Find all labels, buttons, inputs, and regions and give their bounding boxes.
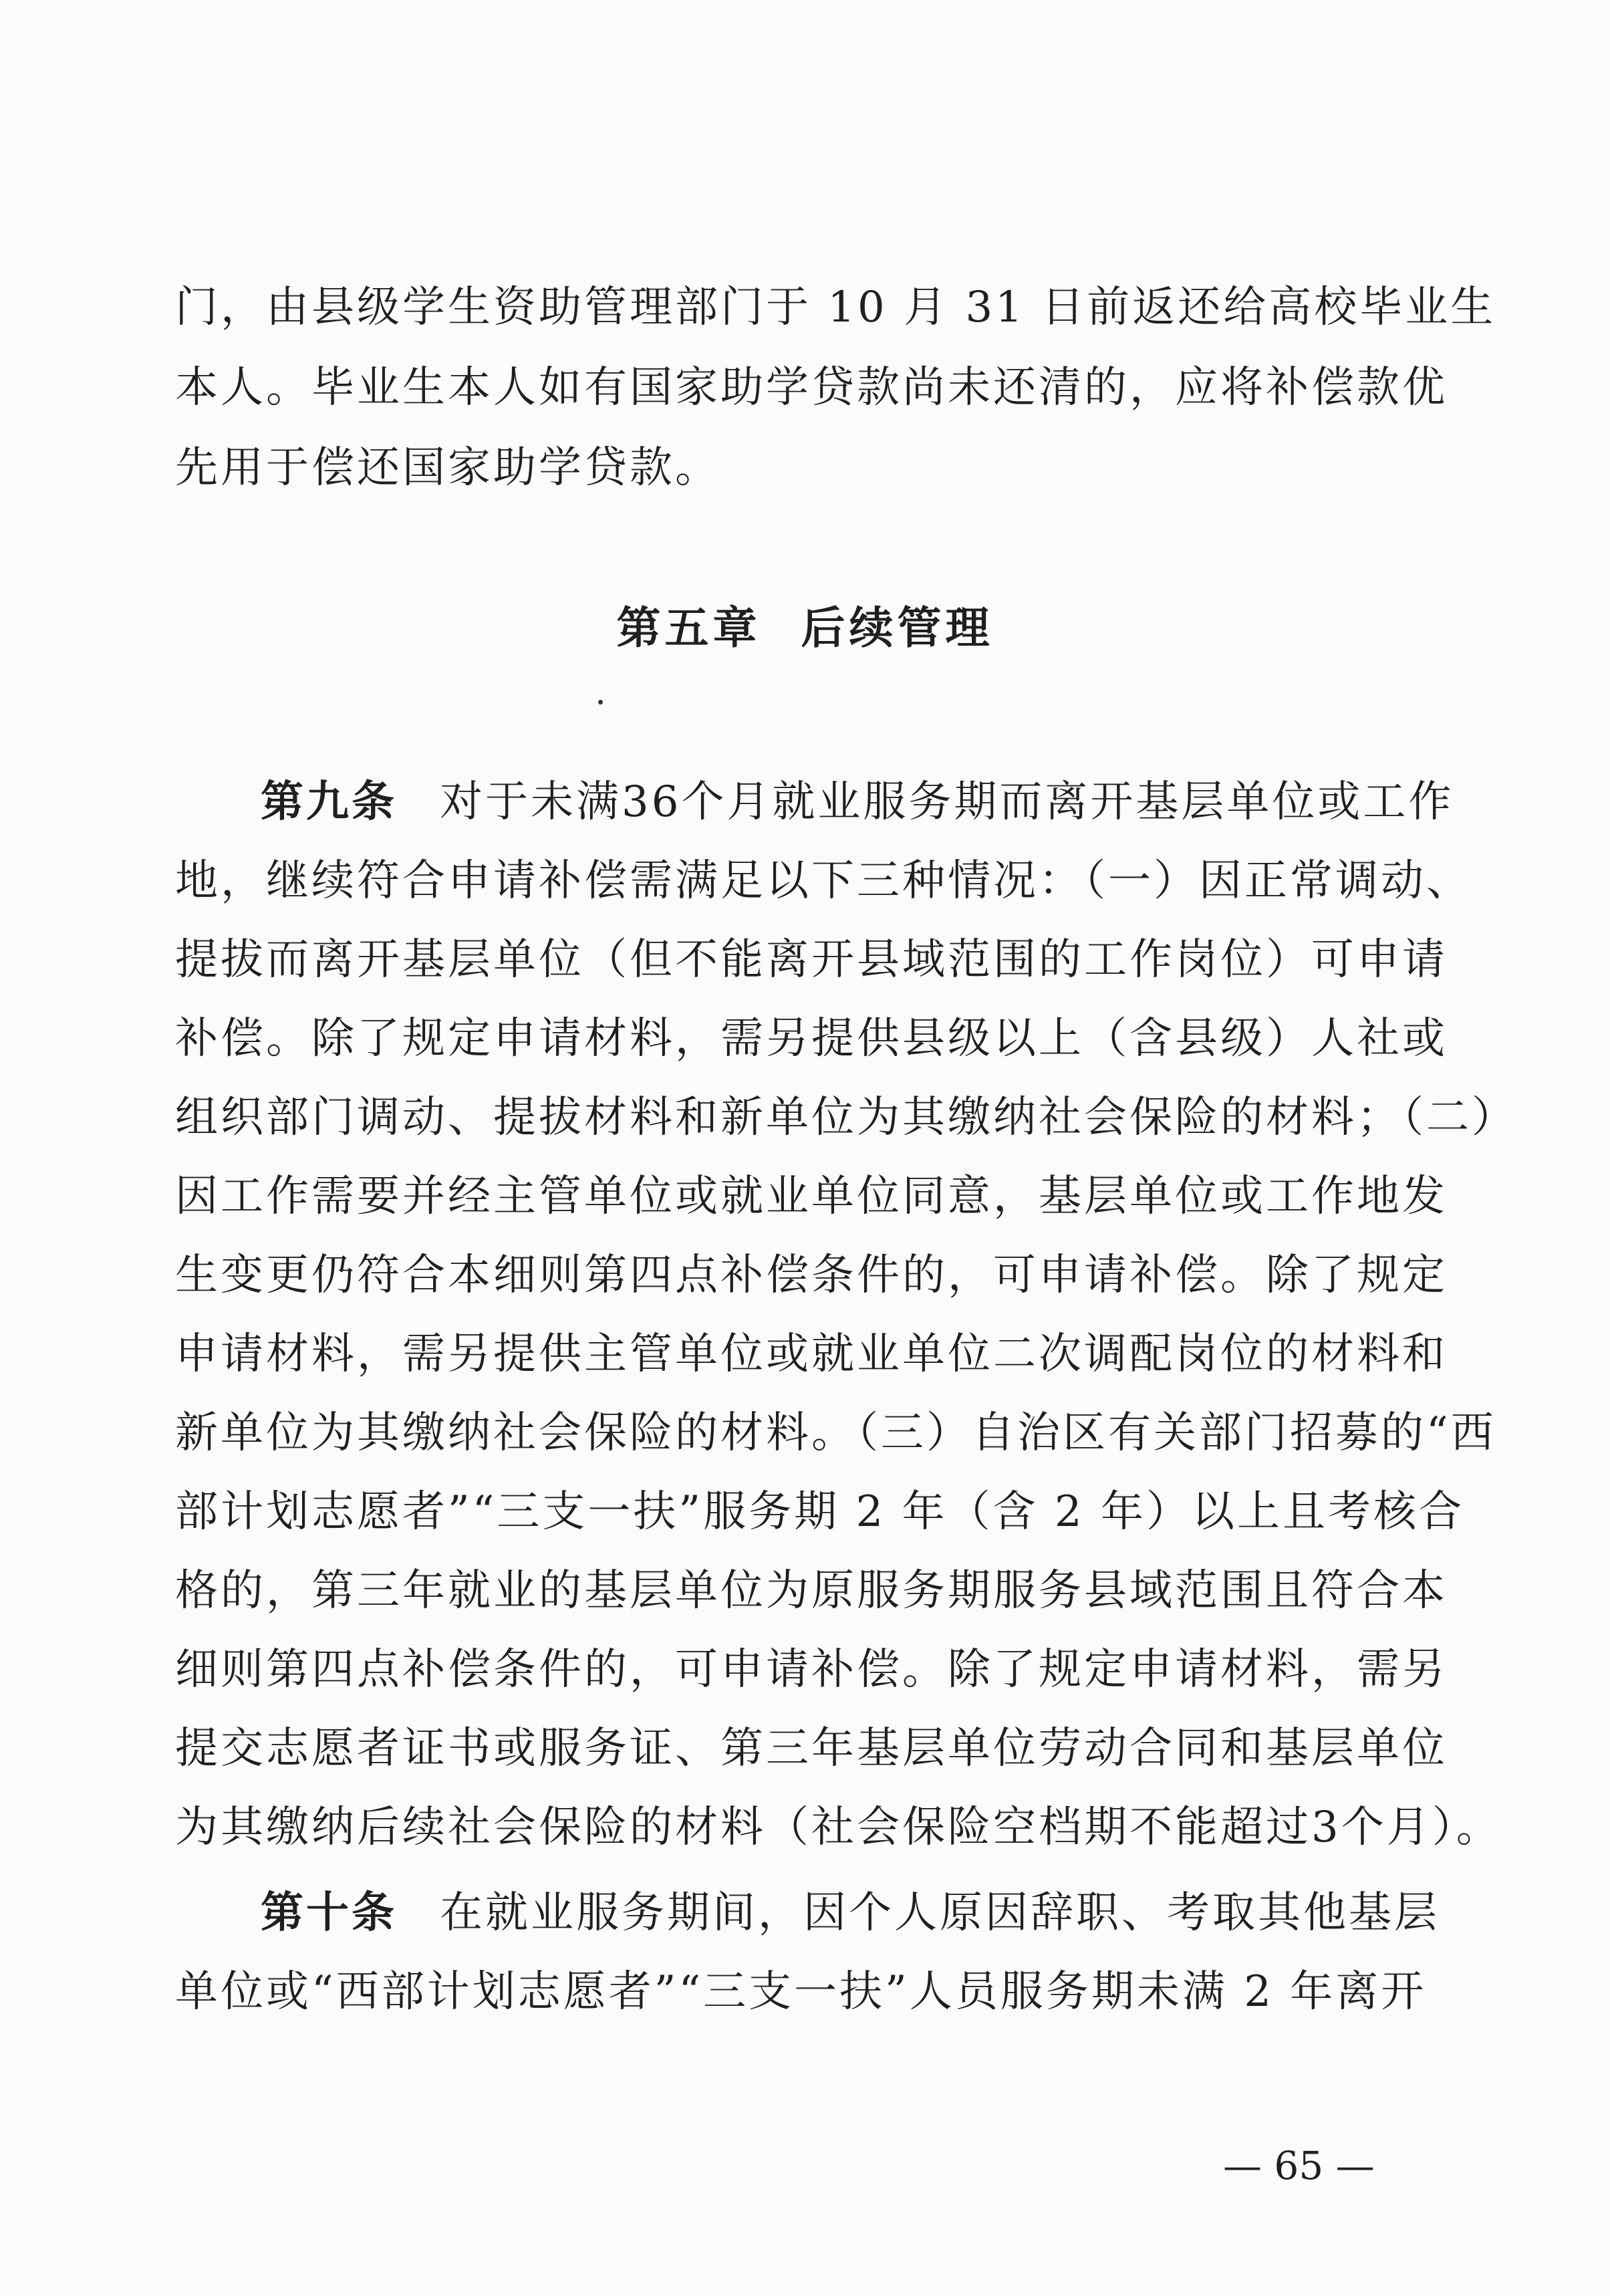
intro-line-1: 门，由县级学生资助管理部门于 10 月 31 日前返还给高校毕业生 [175, 283, 1496, 332]
article-9-line-1: 对于未满36个月就业服务期而离开基层单位或工作 [440, 777, 1454, 827]
article-9-line-6: 因工作需要并经主管单位或就业单位同意，基层单位或工作地发 [175, 1172, 1448, 1221]
article-9-line-2: 地，继续符合申请补偿需满足以下三种情况：（一）因正常调动、 [175, 856, 1472, 906]
article-9-line-8: 申请材料，需另提供主管单位或就业单位二次调配岗位的材料和 [175, 1329, 1448, 1379]
article-10-line-2: 单位或“西部计划志愿者”“三支一扶”人员服务期未满 2 年离开 [175, 1967, 1427, 2017]
chapter-title: 后续管理 [801, 602, 994, 654]
article-9-line-14: 为其缴纳后续社会保险的材料（社会保险空档期不能超过3个月）。 [175, 1803, 1502, 1852]
article-9-line-10: 部计划志愿者”“三支一扶”服务期 2 年（含 2 年）以上且考核合 [175, 1487, 1464, 1537]
article-10-first-line [261, 1880, 1440, 1946]
article-9-first-line [261, 769, 1454, 836]
article-10-line-1: 在就业服务期间，因个人原因辞职、考取其他基层 [440, 1888, 1440, 1938]
article-9-line-3: 提拔而离开基层单位（但不能离开县域范围的工作岗位）可申请 [175, 935, 1448, 985]
article-9-label: 第九条 [261, 777, 397, 827]
article-9-line-12: 细则第四点补偿条件的，可申请补偿。除了规定申请材料，需另 [175, 1645, 1448, 1694]
article-9-line-5: 组织部门调动、提拔材料和新单位为其缴纳社会保险的材料；（二） [175, 1093, 1517, 1142]
scan-speck [598, 700, 603, 705]
article-9-line-4: 补偿。除了规定申请材料，需另提供县级以上（含县级）人社或 [175, 1014, 1448, 1063]
article-9-line-7: 生变更仍符合本细则第四点补偿条件的，可申请补偿。除了规定 [175, 1251, 1448, 1300]
article-9-line-11: 格的，第三年就业的基层单位为原服务期服务县域范围且符合本 [175, 1566, 1448, 1616]
intro-line-2: 本人。毕业生本人如有国家助学贷款尚未还清的，应将补偿款优 [175, 363, 1448, 412]
article-10-label: 第十条 [261, 1888, 397, 1938]
intro-line-3: 先用于偿还国家助学贷款。 [175, 443, 720, 493]
page-number: — 65 — [1223, 2143, 1375, 2188]
chapter-number: 第五章 [616, 602, 761, 654]
chapter-heading [0, 595, 1610, 662]
article-9-line-9: 新单位为其缴纳社会保险的材料。（三）自治区有关部门招募的“西 [175, 1408, 1496, 1458]
article-9-line-13: 提交志愿者证书或服务证、第三年基层单位劳动合同和基层单位 [175, 1724, 1448, 1773]
